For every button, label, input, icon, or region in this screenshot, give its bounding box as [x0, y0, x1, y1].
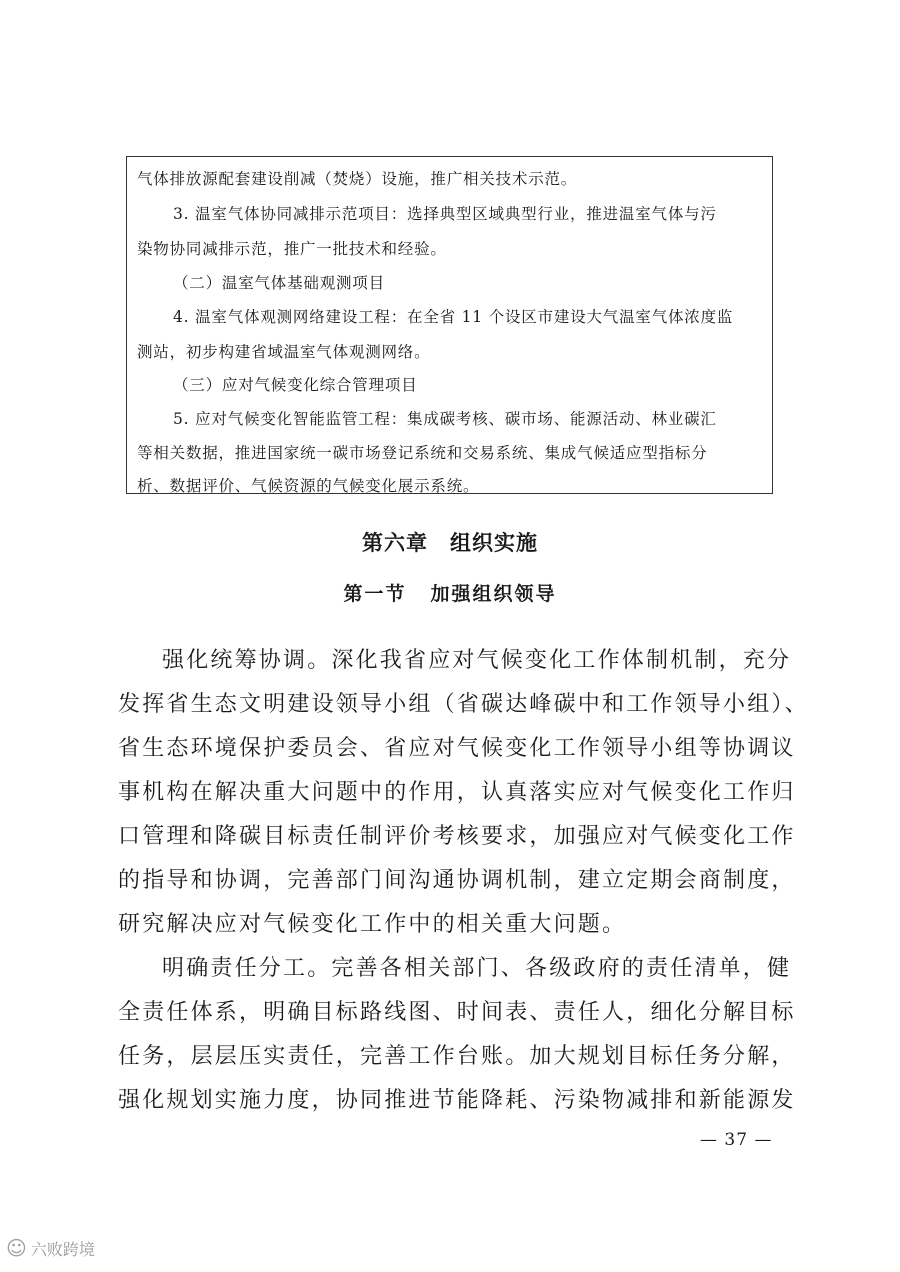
box-line: 测站，初步构建省域温室气体观测网络。: [137, 343, 431, 361]
body-line: 事机构在解决重大问题中的作用，认真落实应对气候变化工作归: [118, 780, 796, 805]
project-box: [126, 156, 773, 494]
watermark-logo-icon: ☺: [6, 1236, 27, 1260]
body-line: 发挥省生态文明建设领导小组（省碳达峰碳中和工作领导小组）、: [118, 692, 809, 717]
body-line: 口管理和降碳目标责任制评价考核要求，加强应对气候变化工作: [118, 824, 796, 849]
watermark-text: 六败跨境: [30, 1239, 95, 1259]
body-line: 强化规划实施力度，协同推进节能降耗、污染物减排和新能源发: [118, 1088, 796, 1113]
body-line: 强化统筹协调。深化我省应对气候变化工作体制机制，充分: [162, 648, 792, 673]
chapter-heading: [0, 527, 900, 557]
section-title: 加强组织领导: [430, 583, 557, 605]
body-line: 的指导和协调，完善部门间沟通协调机制，建立定期会商制度，: [118, 868, 796, 893]
box-line: 4. 温室气体观测网络建设工程：在全省 11 个设区市建设大气温室气体浓度监: [173, 308, 734, 326]
chapter-title: 组织实施: [450, 531, 538, 555]
body-line: 研究解决应对气候变化工作中的相关重大问题。: [118, 912, 627, 937]
box-line: （三）应对气候变化综合管理项目: [173, 376, 418, 394]
box-line: 5. 应对气候变化智能监管工程：集成碳考核、碳市场、能源活动、林业碳汇: [173, 410, 717, 428]
body-line: 明确责任分工。完善各相关部门、各级政府的责任清单，健: [162, 956, 792, 981]
body-line: 省生态环境保护委员会、省应对气候变化工作领导小组等协调议: [118, 736, 796, 761]
box-line: 等相关数据，推进国家统一碳市场登记系统和交易系统、集成气候适应型指标分: [137, 444, 708, 462]
box-line: 染物协同减排示范，推广一批技术和经验。: [137, 240, 447, 258]
page-number: — 37 —: [700, 1130, 773, 1150]
box-line: 析、数据评价、气候资源的气候变化展示系统。: [137, 477, 480, 495]
body-line: 任务，层层压实责任，完善工作台账。加大规划目标任务分解，: [118, 1044, 796, 1069]
chapter-number: 第六章: [362, 531, 428, 555]
section-heading: [0, 579, 900, 606]
box-line: 3. 温室气体协同减排示范项目：选择典型区域典型行业，推进温室气体与污: [173, 205, 717, 223]
section-number: 第一节: [343, 583, 407, 605]
body-line: 全责任体系，明确目标路线图、时间表、责任人，细化分解目标: [118, 1000, 796, 1025]
box-line: 气体排放源配套建设削减（焚烧）设施，推广相关技术示范。: [137, 170, 578, 188]
box-line: （二）温室气体基础观测项目: [173, 274, 385, 292]
watermark: [6, 1236, 95, 1260]
